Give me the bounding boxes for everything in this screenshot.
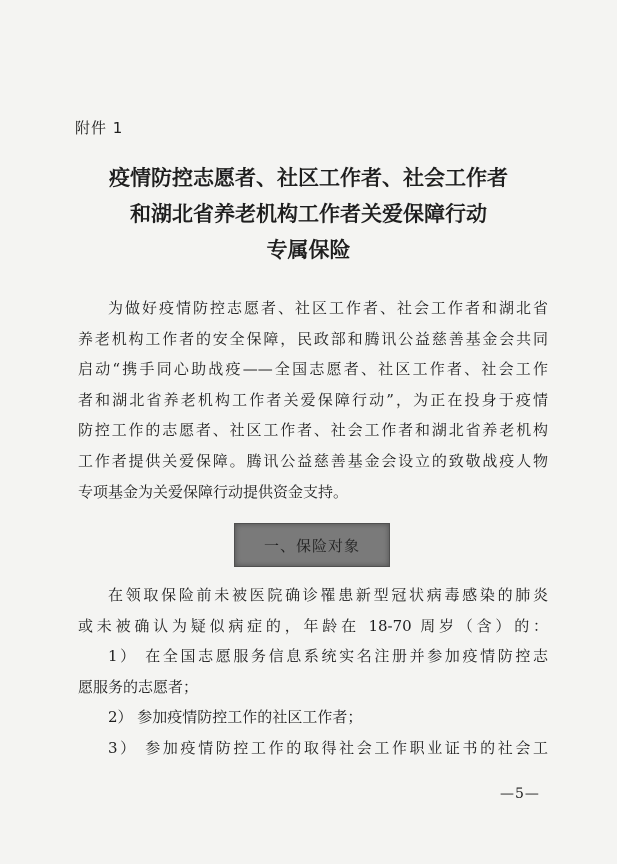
coverage-paragraph <box>78 580 548 764</box>
body-line: 2） 参加疫情防控工作的社区工作者； <box>108 708 363 727</box>
body-line: 3） 参加疫情防控工作的取得社会工作职业证书的社会工 <box>108 738 548 757</box>
body-line: 1） 在全国志愿服务信息系统实名注册并参加疫情防控志 <box>108 647 548 666</box>
body-line: 或未被确认为疑似病症的，年龄在 18-70 周岁（含）的： <box>78 616 548 635</box>
intro-line: 专项基金为关爱保障行动提供资金支持。 <box>78 482 349 501</box>
intro-line: 防控工作的志愿者、社区工作者、社会工作者和湖北省养老机构 <box>78 421 548 440</box>
body-line: 愿服务的志愿者； <box>78 677 199 696</box>
body-line: 在领取保险前未被医院确诊罹患新型冠状病毒感染的肺炎 <box>108 586 548 604</box>
page-number: —5— <box>500 786 540 802</box>
section-heading-box <box>234 523 390 567</box>
title-line-1: 疫情防控志愿者、社区工作者、社会工作者 <box>109 166 508 190</box>
intro-line: 启动“携手同心助战疫——全国志愿者、社区工作者、社会工作 <box>78 360 548 379</box>
section-heading: 一、保险对象 <box>263 536 360 555</box>
title-line-2: 和湖北省养老机构工作者关爱保障行动 <box>130 202 487 226</box>
intro-line: 养老机构工作者的安全保障，民政部和腾讯公益慈善基金会共同 <box>78 329 548 348</box>
intro-line: 者和湖北省养老机构工作者关爱保障行动”，为正在投身于疫情 <box>78 390 548 409</box>
intro-paragraph <box>78 293 548 507</box>
intro-line: 为做好疫情防控志愿者、社区工作者、社会工作者和湖北省 <box>108 299 548 317</box>
attachment-label: 附件 1 <box>75 119 124 137</box>
title-line-3: 专属保险 <box>266 238 351 262</box>
intro-line: 工作者提供关爱保障。腾讯公益慈善基金会设立的致敬战疫人物 <box>78 451 548 470</box>
document-title <box>0 160 617 268</box>
